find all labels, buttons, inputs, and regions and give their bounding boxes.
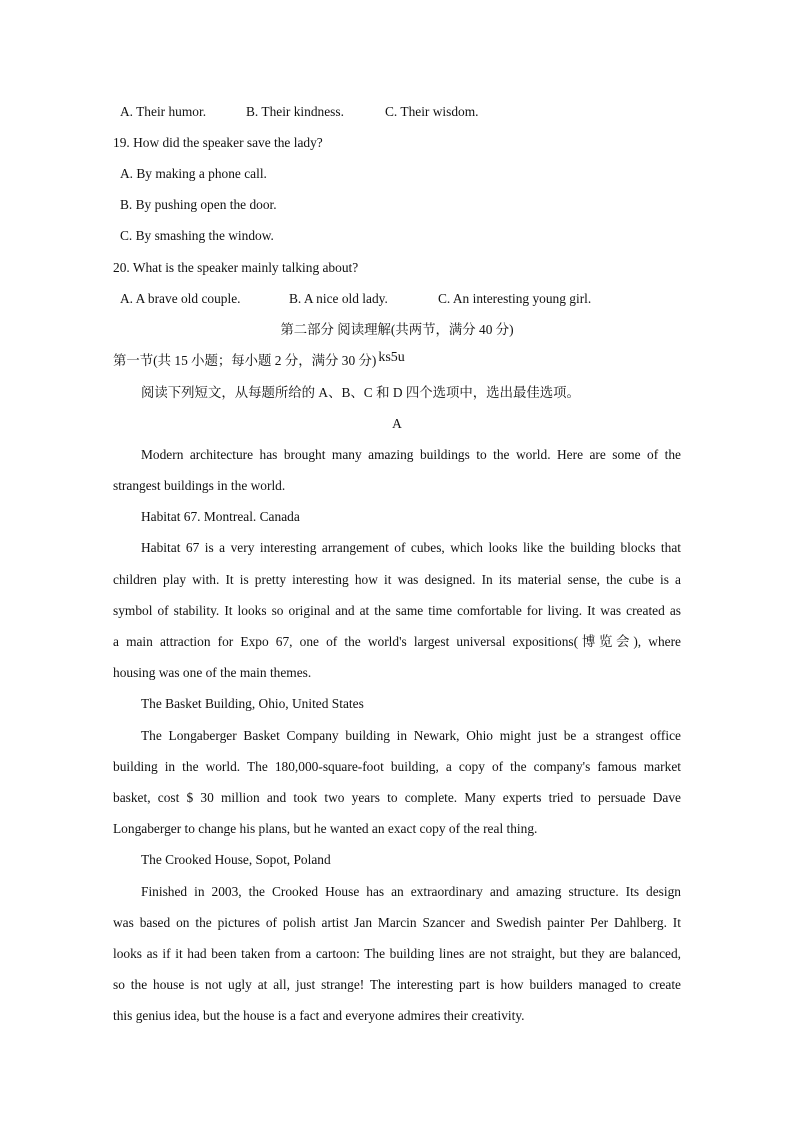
q20-question: 20. What is the speaker mainly talking about?: [113, 260, 359, 275]
habitat-title: Habitat 67. Montreal. Canada: [141, 509, 300, 524]
q19-option-b: B. By pushing open the door.: [120, 197, 277, 212]
q20-option-c: C. An interesting young girl.: [438, 291, 592, 306]
basket-line-4: Longaberger to change his plans, but he wanted an exact copy of the real thing.: [113, 821, 538, 836]
crooked-title: The Crooked House, Sopot, Poland: [141, 852, 331, 867]
crooked-line-2: was based on the pictures of polish artist Jan Marcin Szancer and Swedish painter Per Dahlberg. It: [113, 915, 681, 930]
part2-heading: 第二部分 阅读理解(共两节，满分 40 分): [280, 322, 514, 337]
crooked-line-3: looks as if it had been taken from a cartoon: The building lines are not straight, but they are balanced,: [113, 946, 681, 961]
q20-options-row: [120, 290, 688, 308]
q20-option-b: B. A nice old lady.: [289, 291, 388, 306]
reading-instruction: 阅读下列短文，从每题所给的 A、B、C 和 D 四个选项中，选出最佳选项。: [141, 385, 580, 400]
q18-option-a: A. Their humor.: [120, 104, 207, 119]
intro-line-2: strangest buildings in the world.: [113, 478, 286, 493]
q20-option-a: A. A brave old couple.: [120, 291, 241, 306]
basket-line-3: basket, cost $ 30 million and took two years to complete. Many experts tried to persuade Dave: [113, 790, 681, 805]
q19-option-c: C. By smashing the window.: [120, 228, 274, 243]
q18-option-b: B. Their kindness.: [246, 104, 344, 119]
crooked-line-4: so the house is not ugly at all, just strange! The interesting part is how builders managed to create: [113, 977, 681, 992]
habitat-line-4: a main attraction for Expo 67, one of the world's largest universal expositions(博览会), where: [113, 634, 681, 649]
intro-line-1: Modern architecture has brought many amazing buildings to the world. Here are some of the: [141, 447, 681, 462]
habitat-line-2: children play with. It is pretty interesting how it was designed. In its material sense, the cube is a: [113, 572, 681, 587]
crooked-line-5: this genius idea, but the house is a fact and everyone admires their creativity.: [113, 1008, 525, 1023]
q19-question: 19. How did the speaker save the lady?: [113, 135, 323, 150]
basket-title: The Basket Building, Ohio, United States: [141, 696, 364, 711]
q18-options-row: [120, 103, 688, 121]
habitat-line-1: Habitat 67 is a very interesting arrangement of cubes, which looks like the building blocks that: [141, 540, 681, 555]
q18-option-c: C. Their wisdom.: [385, 104, 479, 119]
crooked-line-1: Finished in 2003, the Crooked House has an extraordinary and amazing structure. Its design: [141, 884, 681, 899]
basket-line-1: The Longaberger Basket Company building in Newark, Ohio might just be a strangest office: [141, 728, 681, 743]
ks5u-tag: ks5u: [378, 350, 405, 365]
section1-heading: [113, 352, 681, 371]
section1-text: 第一节(共 15 小题；每小题 2 分，满分 30 分): [113, 353, 377, 368]
habitat-line-3: symbol of stability. It looks so original and at the same time comfortable for living. It was created as: [113, 603, 681, 618]
habitat-line-5: housing was one of the main themes.: [113, 665, 312, 680]
basket-line-2: building in the world. The 180,000-square-foot building, a copy of the company's famous market: [113, 759, 681, 774]
q19-option-a: A. By making a phone call.: [120, 166, 267, 181]
passage-label: A: [392, 416, 402, 431]
